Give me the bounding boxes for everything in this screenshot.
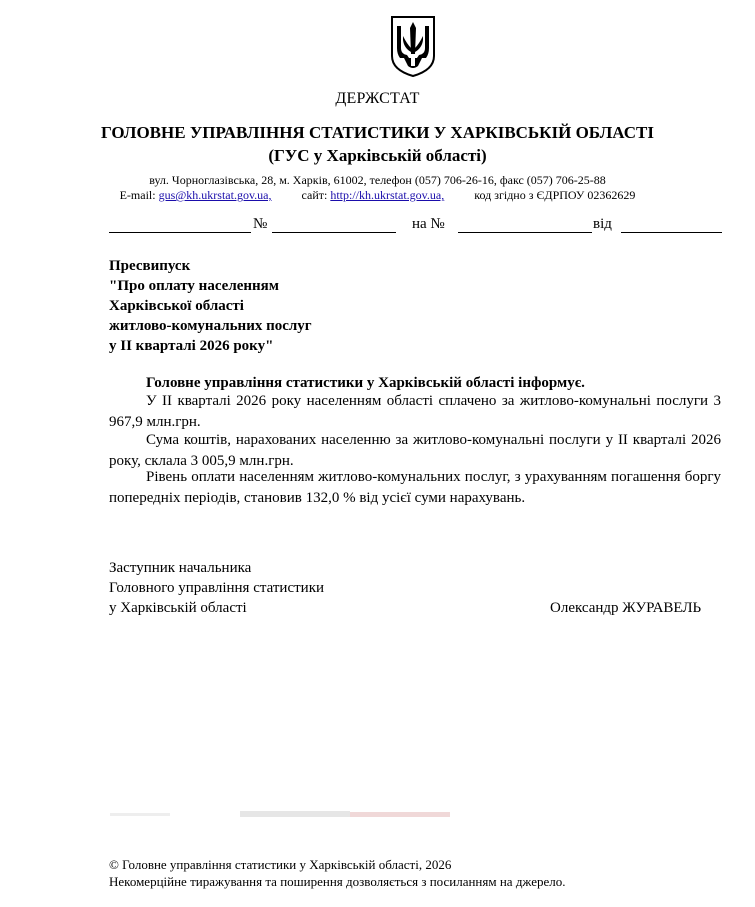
body-paragraph-2: Сума коштів, нарахованих населенню за житлово-комунальні послуги у ІІ кварталі 2026 року, склала 3 005,9 млн.грн.: [109, 432, 721, 469]
signature-position-line3: у Харківській області: [109, 600, 247, 616]
coat-of-arms-icon: [389, 14, 437, 78]
from-label: від: [593, 216, 612, 232]
signatory-name: Олександр ЖУРАВЕЛЬ: [550, 600, 702, 616]
contacts-line: [0, 188, 755, 203]
body-paragraph-1: У ІІ кварталі 2026 року населенням області сплачено за житлово-комунальні послуги 3 967,9 млн.грн.: [109, 393, 721, 430]
reuse-note: Некомерційне тиражування та поширення дозволяється з посиланням на джерело.: [109, 874, 566, 889]
number-blank: [272, 232, 396, 233]
title-line: Пресвипуск: [109, 258, 191, 274]
number-label: №: [253, 216, 268, 232]
address-line: вул. Чорноглазівська, 28, м. Харків, 61002, телефон (057) 706-26-16, факс (057) 706-25-88: [149, 173, 606, 187]
copyright-line: © Головне управління статистики у Харківській області, 2026: [109, 857, 452, 872]
organization-short-title: (ГУС у Харківській області): [268, 146, 487, 165]
email-label: E-mail:: [119, 188, 156, 202]
organization-title: ГОЛОВНЕ УПРАВЛІННЯ СТАТИСТИКИ У ХАРКІВСЬКІЙ ОБЛАСТІ: [101, 123, 654, 142]
reply-label: на №: [412, 216, 445, 232]
title-line: у ІІ кварталі 2026 року": [109, 338, 274, 354]
intro-paragraph: Головне управління статистики у Харківській області інформує.: [146, 375, 585, 391]
reply-number-blank: [458, 232, 592, 233]
site-link[interactable]: http://kh.ukrstat.gov.ua,: [330, 188, 445, 202]
title-line: житлово-комунальних послуг: [109, 318, 312, 334]
body-paragraph-3: Рівень оплати населенням житлово-комунальних послуг, з урахуванням погашення боргу попередніх періодів, становив 132,0 % від усієї суми нарахувань.: [109, 469, 721, 506]
title-line: "Про оплату населенням: [109, 278, 280, 294]
signature-position-line1: Заступник начальника: [109, 560, 252, 576]
site-label: сайт:: [301, 188, 328, 202]
scan-smudge: [110, 808, 460, 822]
edrpou-code: код згідно з ЄДРПОУ 02362629: [474, 188, 636, 202]
email-link[interactable]: gus@kh.ukrstat.gov.ua,: [158, 188, 272, 202]
title-line: Харківської області: [109, 298, 244, 314]
signature-position-line2: Головного управління статистики: [109, 580, 325, 596]
date-blank: [109, 232, 251, 233]
agency-name: ДЕРЖСТАТ: [335, 90, 420, 107]
reply-date-blank: [621, 232, 722, 233]
